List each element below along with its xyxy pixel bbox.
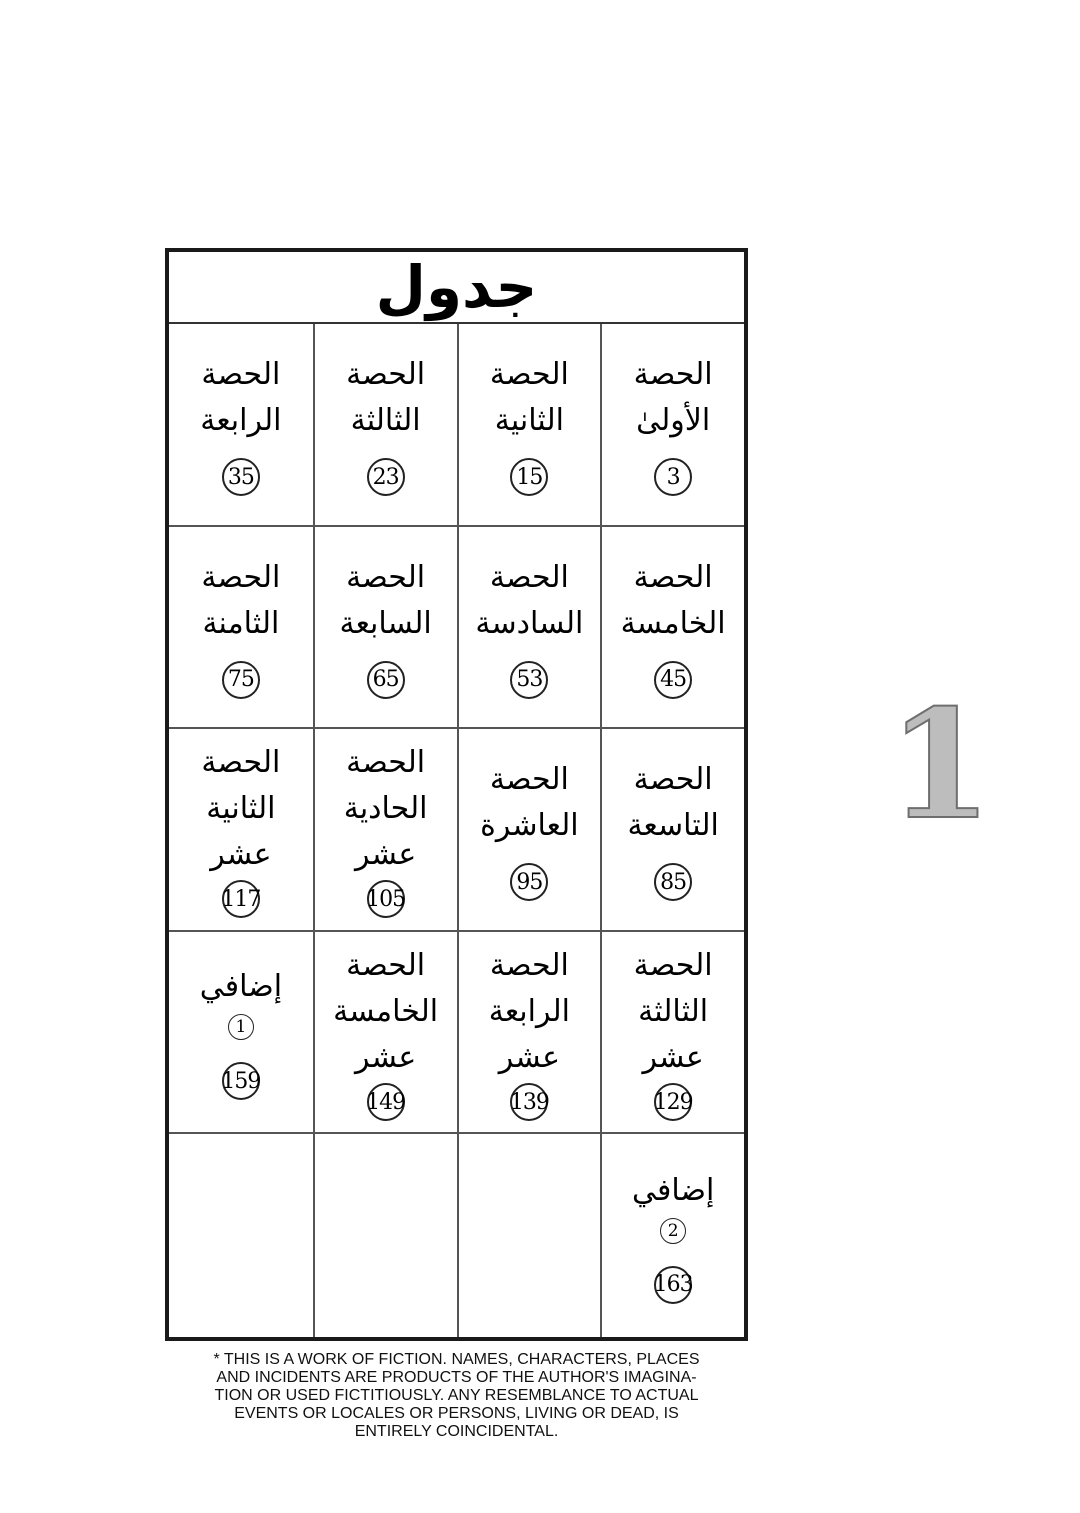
page-number-badge: 3 — [654, 458, 692, 496]
toc-entry-label: الحادية — [343, 791, 428, 827]
toc-entry-label: الحصة — [346, 357, 426, 393]
toc-entry-label: الثامنة — [202, 605, 280, 641]
disclaimer-line: * THIS IS A WORK OF FICTION. NAMES, CHARACTERS, PLACES — [213, 1351, 700, 1368]
toc-entry-label: الحصة — [346, 948, 426, 984]
toc-entry-label: إضافي — [199, 969, 283, 1005]
toc-entry[interactable] — [313, 324, 457, 527]
page-number-badge: 159 — [222, 1062, 260, 1100]
table-of-contents — [165, 248, 748, 1341]
toc-entry[interactable] — [457, 324, 601, 527]
extra-chapter-number: 1 — [228, 1014, 254, 1040]
toc-entry[interactable] — [457, 527, 601, 730]
toc-entry-label: عشر — [642, 1040, 704, 1076]
toc-entry-label: عشر — [498, 1040, 560, 1076]
toc-entry-label: التاسعة — [627, 808, 719, 844]
toc-entry-label: السابعة — [339, 605, 432, 641]
toc-entry[interactable] — [313, 527, 457, 730]
toc-entry-label: السادسة — [475, 605, 584, 641]
disclaimer-line: ENTIRELY COINCIDENTAL. — [354, 1423, 559, 1440]
toc-entry[interactable] — [600, 1134, 744, 1337]
toc-entry-label: عشر — [355, 837, 417, 873]
page-number-badge: 117 — [222, 880, 260, 918]
toc-empty-cell — [457, 1134, 601, 1337]
fiction-disclaimer — [165, 1351, 748, 1441]
toc-entry-label: الثانية — [206, 791, 276, 827]
page-number-badge: 65 — [367, 661, 405, 699]
toc-entry-label: الحصة — [633, 948, 713, 984]
toc-entry-label: الحصة — [633, 559, 713, 595]
page-number-badge: 35 — [222, 458, 260, 496]
toc-entry[interactable] — [457, 932, 601, 1135]
page-number-badge: 23 — [367, 458, 405, 496]
toc-entry-label: الثالثة — [638, 994, 709, 1030]
toc-entry-label: الخامسة — [333, 994, 439, 1030]
toc-entry-label: إضافي — [631, 1172, 715, 1208]
page-number-badge: 85 — [654, 863, 692, 901]
toc-title: جدول — [169, 252, 744, 324]
toc-entry[interactable] — [169, 527, 313, 730]
toc-entry-label: الرابعة — [200, 403, 282, 439]
toc-entry[interactable] — [600, 932, 744, 1135]
toc-entry-label: الحصة — [633, 762, 713, 798]
toc-entry-label: الحصة — [489, 948, 569, 984]
toc-entry[interactable] — [169, 932, 313, 1135]
toc-entry[interactable] — [313, 932, 457, 1135]
toc-entry[interactable] — [600, 729, 744, 932]
toc-entry-label: الحصة — [201, 357, 281, 393]
toc-entry[interactable] — [457, 729, 601, 932]
toc-entry[interactable] — [600, 527, 744, 730]
toc-entry-label: الأولىٰ — [636, 403, 711, 439]
page-number-badge: 149 — [367, 1083, 405, 1121]
disclaimer-line: TION OR USED FICTITIOUSLY. ANY RESEMBLANCE TO ACTUAL — [214, 1387, 699, 1404]
toc-empty-cell — [169, 1134, 313, 1337]
toc-entry-label: عشر — [210, 837, 272, 873]
toc-entry-label: الحصة — [201, 559, 281, 595]
toc-entry[interactable] — [169, 729, 313, 932]
toc-entry[interactable] — [600, 324, 744, 527]
toc-entry-label: الحصة — [489, 762, 569, 798]
toc-entry-label: الرابعة — [488, 994, 571, 1030]
toc-entry-label: الحصة — [489, 559, 569, 595]
toc-entry-label: الخامسة — [620, 605, 726, 641]
toc-entry-label: العاشرة — [480, 808, 579, 844]
page-number-badge: 53 — [510, 661, 548, 699]
page-number-badge: 45 — [654, 661, 692, 699]
page-number-badge: 95 — [510, 863, 548, 901]
toc-entry-label: عشر — [355, 1040, 417, 1076]
disclaimer-line: EVENTS OR LOCALES OR PERSONS, LIVING OR DEAD, IS — [234, 1405, 679, 1422]
toc-entry[interactable] — [313, 729, 457, 932]
toc-entry-label: الحصة — [489, 357, 569, 393]
page-number-badge: 129 — [654, 1083, 692, 1121]
toc-entry-label: الثانية — [494, 403, 564, 439]
toc-grid — [169, 324, 744, 1337]
volume-number: 1 — [888, 677, 993, 853]
toc-entry[interactable] — [169, 324, 313, 527]
page-number-badge: 139 — [510, 1083, 548, 1121]
page-number-badge: 15 — [510, 458, 548, 496]
toc-entry-label: الحصة — [346, 559, 426, 595]
toc-entry-label: الحصة — [201, 745, 281, 781]
toc-entry-label: الحصة — [633, 357, 713, 393]
disclaimer-line: AND INCIDENTS ARE PRODUCTS OF THE AUTHOR'S IMAGINA- — [216, 1369, 697, 1386]
extra-chapter-number: 2 — [660, 1218, 686, 1244]
page-number-badge: 105 — [367, 880, 405, 918]
toc-empty-cell — [313, 1134, 457, 1337]
toc-entry-label: الثالثة — [350, 403, 421, 439]
toc-entry-label: الحصة — [346, 745, 426, 781]
page-number-badge: 163 — [654, 1266, 692, 1304]
page-number-badge: 75 — [222, 661, 260, 699]
